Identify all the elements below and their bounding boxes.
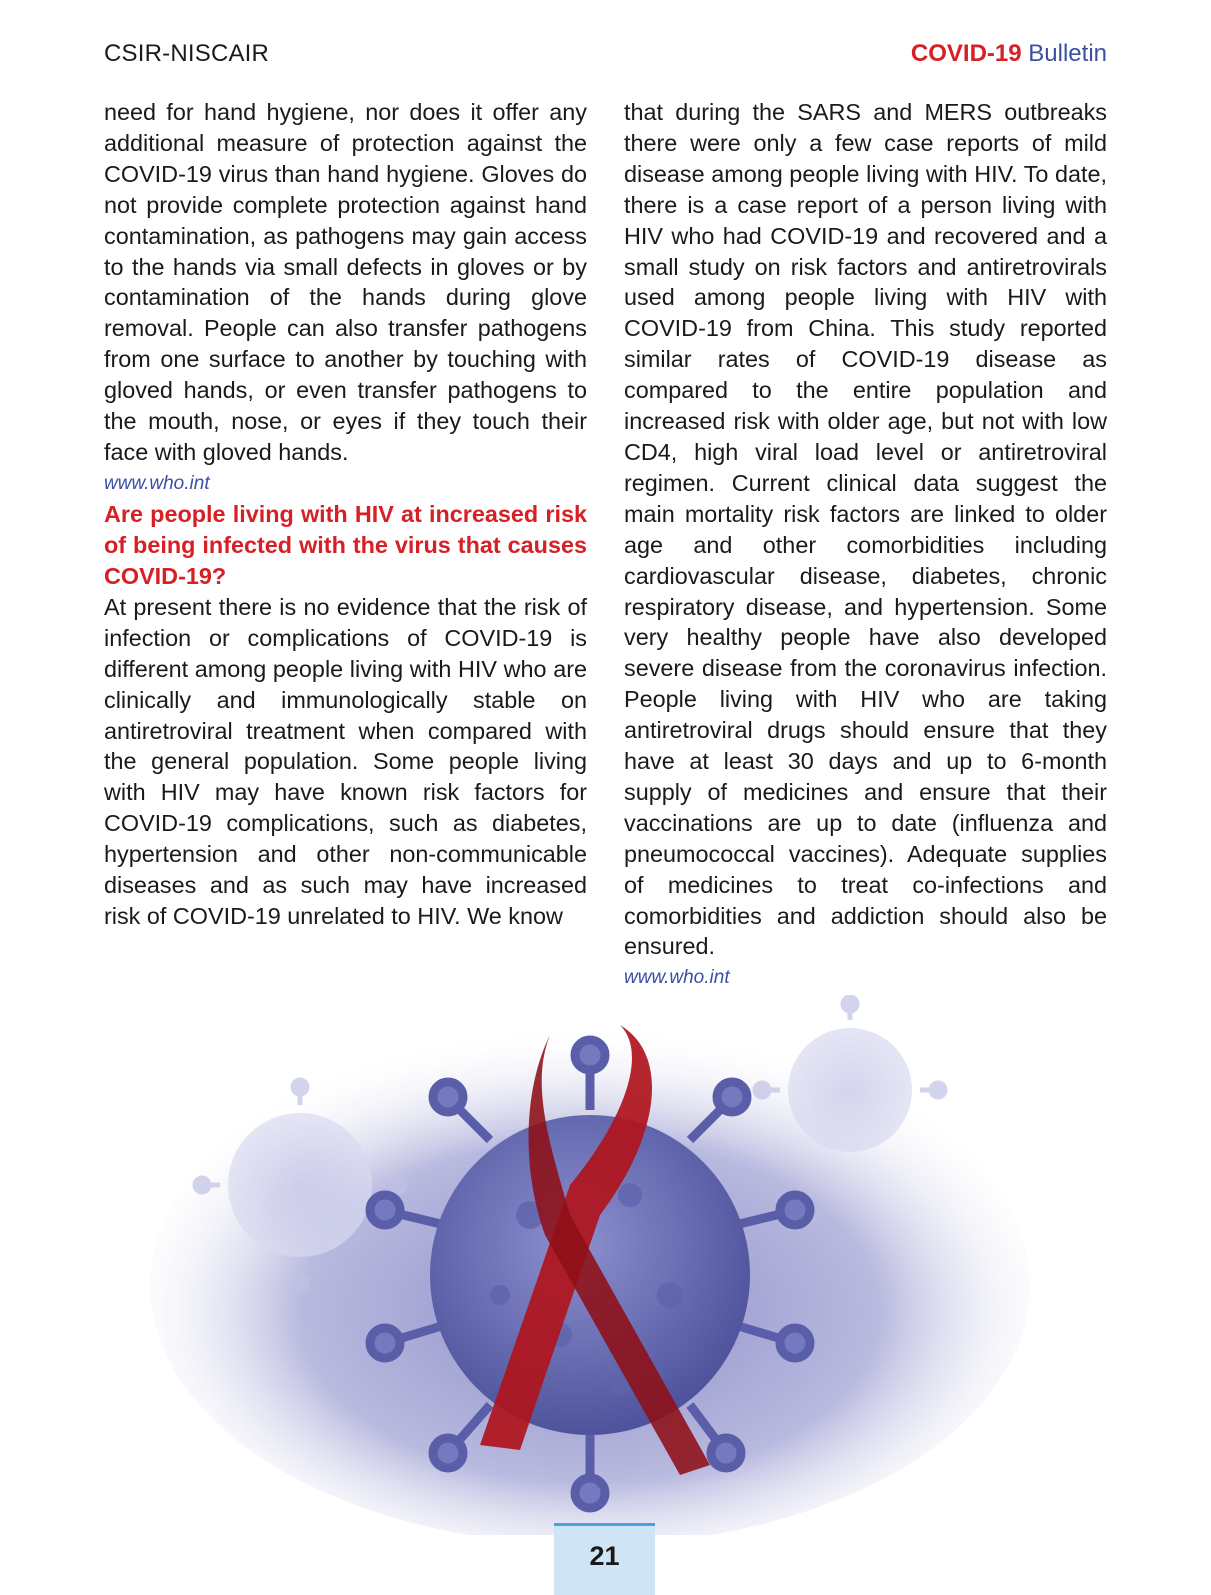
paragraph-gloves: need for hand hygiene, nor does it offer any additional measure of protection against the COVID-19 virus than hand hygiene. Gloves do not provide complete protection against hand contamination, as pathogens may gain access to the hands via small defects in gloves or by contamination of the hands during glove removal. People can also transfer pathogens from one surface to another by touching with gloved hands, or even transfer pathogens to the mouth, nose, or eyes if they touch their face with gloved hands.: [104, 99, 587, 465]
section-heading: Are people living with HIV at increased risk of being infected with the virus that causes COVID-19?: [104, 500, 587, 589]
left-column: [104, 97, 587, 932]
bulletin-title-highlight: COVID-19: [910, 40, 1022, 67]
coronavirus-with-red-ribbon-icon: [150, 995, 1030, 1535]
paragraph-hiv-continued: that during the SARS and MERS outbreaks there were only a few case reports of mild disease among people living with HIV. To date, there is a case report of a person living with HIV who had COVID-19 and recovered and a small study on risk factors and antiretrovirals used among people living with HIV with COVID-19 from China. This study reported similar rates of COVID-19 disease as compared to the entire population and increased risk with older age, but not with low CD4, high viral load level or antiretroviral regimen. Current clinical data suggest the main mortality risk factors are linked to older age and other comorbidities including cardiovascular disease, diabetes, chronic respiratory disease, and hypertension. Some very healthy people have also developed severe disease from the coronavirus infection. People living with HIV who are taking antiretroviral drugs should ensure that they have at least 30 days and up to 6-month supply of medicines and ensure that their vaccinations are up to date (influenza and pneumococcal vaccines). Adequate supplies of medicines to treat co-infections and comorbidities and addiction should also be ensured.: [624, 99, 1107, 960]
paragraph-hiv-risk: At present there is no evidence that the risk of infection or complications of COVID-19 is different among people living with HIV who are clinically and immunologically stable on antiretroviral treatment when compared with the general population. Some people living with HIV may have known risk factors for COVID-19 complications, such as diabetes, hypertension and other non-communicable diseases and as such may have increased risk of COVID-19 unrelated to HIV. We know: [104, 593, 587, 929]
page-number: 21: [554, 1523, 655, 1595]
bulletin-title: [911, 40, 1107, 68]
source-link[interactable]: www.who.int: [104, 472, 210, 494]
publisher-name: CSIR-NISCAIR: [104, 40, 270, 67]
source-link[interactable]: www.who.int: [624, 967, 730, 989]
right-column: [624, 97, 1107, 993]
bulletin-title-text: Bulletin: [1028, 40, 1107, 67]
